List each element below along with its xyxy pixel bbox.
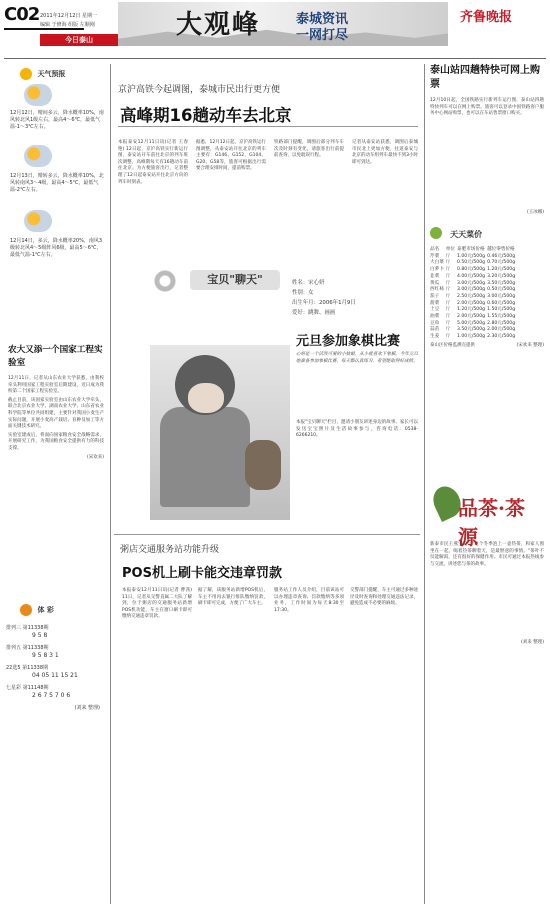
rail-column-3: 铁路部门提醒，调图后部分列车车次及时刻有变化，请旅客出行前提前查询，以免耽误行程。 xyxy=(274,140,344,159)
price-byline: (宋欢来 整理) xyxy=(516,342,544,348)
flower-icon xyxy=(148,264,182,298)
sports-byline: (刘来 整理) xyxy=(74,705,100,711)
pos-column-2: 据了解，该服务站新增POS机后，车主不用再去银行排队缴纳罚款，刷卡即可完成，方便了广大车主。 xyxy=(198,588,268,607)
weather-day-1: 12月12日，晴间多云，降水概率10%，南风转北风1级左右，最高4～6℃，最低气温-1～3℃左右。 xyxy=(10,110,104,130)
farm-story-paragraph: 实验室建成后，将面向国家粮食安全战略需求，开展研究工作，为我国粮食安全提供有力的科技支撑。 xyxy=(8,432,104,451)
farm-story-title: 农大又添一个国家工程实验室 xyxy=(8,345,103,368)
pos-headline: POS机上刷卡能交违章罚款 xyxy=(122,566,282,581)
banner-graphic xyxy=(118,2,448,46)
price-section xyxy=(430,222,544,349)
editor-line: 编辑 于修海 组版 左顺刚 xyxy=(40,22,95,28)
shopping-byline: (王冰娜) xyxy=(526,210,544,215)
lottery-icon xyxy=(20,604,32,616)
baby-chat-label: 宝贝"聊天" xyxy=(190,270,280,290)
price-title: 天天菜价 xyxy=(450,230,483,239)
child-body xyxy=(160,407,250,507)
lottery-row: 排列五 第11338期 9 5 8 3 1 xyxy=(6,645,59,659)
baby-info-line: 爱好：跳舞、画画 xyxy=(292,310,336,316)
column-divider xyxy=(110,64,111,904)
date-line: 2011年12月12日 星期一 xyxy=(40,13,98,19)
farm-story-paragraph: 截止目前，该国家实验室由山东农业大学牵头，联合北京农业大学、湖南农业大学、山东省农业科学院等单位共同组建，主要针对我国小麦生产实际问题，开展小麦高产栽培、育种及加工等方面关键技术研究。 xyxy=(8,397,104,430)
baby-info-line: 性别：女 xyxy=(292,290,314,296)
header-rule xyxy=(4,58,546,59)
vegetable-icon xyxy=(430,227,442,239)
teddy-bear xyxy=(245,440,281,490)
column-divider xyxy=(424,64,425,904)
weather-day-3: 12月14日，多云，降水概率20%，南风3级转北风4～5级阵风6级，最高5～6℃，最低气温-1℃左右。 xyxy=(10,238,103,258)
rail-headline: 高峰期16趟动车去北京 xyxy=(120,106,292,125)
weather-title: 天气预报 xyxy=(20,68,106,80)
baby-chat-badge xyxy=(140,262,280,300)
partly-cloudy-icon xyxy=(24,84,52,106)
banner-main-text: 大观峰 xyxy=(176,10,261,40)
weather-day-2: 12月13日，晴转多云，降水概率10%，北风转南风3～4级，最高4～5℃，最低气温-2℃左右。 xyxy=(10,173,104,193)
weather-sun-icon xyxy=(20,68,32,80)
price-table xyxy=(430,247,517,341)
baby-info xyxy=(292,278,356,318)
rail-column-1: 本报泰安12月11日讯(记者 王春艳) 12日起，京沪高铁实行新运行图，泰安站开车前往北京的列车班次调整，高峰期每天有16趟动车前往北京。为方便旅客出行，记者整理了12日起泰安站开往北京方向的列车时刻表。 xyxy=(118,140,188,185)
sports-lottery xyxy=(6,604,106,712)
table-row: 茄子 斤 2.50元/500g 3.00元/500g xyxy=(430,293,516,299)
tea-graphic-text: 品茶·茶源 xyxy=(458,496,525,549)
table-row: 韭菜 斤 4.00元/500g 3.20元/500g xyxy=(430,273,516,279)
headline-rule xyxy=(118,126,418,127)
weather-section xyxy=(6,66,106,259)
section-rule xyxy=(114,534,420,535)
section-tag: 今日泰山 xyxy=(40,34,118,46)
table-row: 大白菜 斤 0.50元/500g 0.70元/500g xyxy=(430,260,516,266)
rail-subtitle: 京沪高铁今起调图，泰城市民出行更方便 xyxy=(118,85,281,95)
tea-text: 新泰市民王燕生说："这个冬季泡上一壶热茶，和家人围坐在一起，喝着热茶聊着天，是最惬意的事情。"茶叶不仅能解渴，还有很好的保健作用。市民可通过本报热线参与交流，讲述您与茶的故事。 xyxy=(430,542,544,567)
baby-story-text: 心妍是一个活泼可爱的小姑娘，从小就喜欢下象棋。今年元旦她准备参加象棋比赛，每天都认真练习，希望能取得好成绩。 xyxy=(296,352,418,364)
table-row: 芹菜 斤 1.00元/500g 0.46元/500g xyxy=(430,253,516,259)
table-row: 西红柿 斤 3.00元/500g 0.50元/500g xyxy=(430,287,516,293)
cloudy-icon xyxy=(24,210,52,232)
baby-info-line: 姓名：宋心妍 xyxy=(292,280,325,286)
mountain-silhouette xyxy=(118,28,448,46)
pos-subtitle: 粥店交通服务站功能升级 xyxy=(120,545,220,555)
shopping-title: 泰山站四趟特快可网上购票 xyxy=(430,65,540,90)
pos-column-1: 本报泰安12月11日讯(记者 曹茜) 11日，记者从交警直属二大队了解到，位于粥店的交通服务站新增POS机功能，车主在窗口刷卡即可缴纳交通违章罚款。 xyxy=(122,588,192,620)
partly-cloudy-icon xyxy=(24,145,52,167)
farm-story xyxy=(8,344,104,461)
rail-column-4: 记者从泰安站获悉，调图后泰城市民北上更加方便，往返泰安与北京的动车组列车最快不到3小时即可到达。 xyxy=(352,140,418,165)
page-header xyxy=(0,0,550,62)
page-number-underline xyxy=(4,28,84,30)
child-face xyxy=(188,383,224,413)
pos-column-3: 服务站工作人员介绍，目前该站可以办理违章查询、罚款缴纳等多项业务，工作时间为每天8:30至17:30。 xyxy=(274,588,344,613)
shopping-text: 12月10日起，全国铁路实行新列车运行图，泰山站四趟特快列车可以在网上购票。旅客可以登录中国铁路客户服务中心网站购票，也可以在车站售票窗口购买。 xyxy=(430,98,544,117)
baby-chat-intro: 本报"宝贝聊天"栏目，邀请小朋友讲述身边的故事。家长可以发送宝宝照片及生活故事参与，咨询电话：0538-6266210。 xyxy=(296,420,418,439)
table-row: 白萝卜 斤 0.80元/500g 1.20元/500g xyxy=(430,267,516,273)
table-row: 生姜 斤 1.00元/500g 2.30元/500g xyxy=(430,334,516,340)
child-photo xyxy=(150,345,290,520)
farm-story-paragraph: 12月11日，记者从山东农业大学获悉，由我校牵头利用国家工程实验室后期建设，近日成为我校第二个国家工程实验室。 xyxy=(8,376,104,395)
newspaper-masthead: 齐鲁晚报 xyxy=(460,10,513,25)
table-row: 菠菜 斤 2.00元/500g 0.60元/500g xyxy=(430,300,516,306)
table-row: 豆角 斤 5.00元/500g 2.80元/500g xyxy=(430,320,516,326)
page-number: C02 xyxy=(4,4,40,25)
price-note: 泰山区价格监测点提供 xyxy=(430,342,475,348)
tea-graphic xyxy=(430,484,542,549)
sports-title: 体 彩 xyxy=(20,604,106,616)
price-header-row: 品名 单位 泰肥市场价格 越位零售价格 xyxy=(430,247,515,252)
baby-info-line: 出生年月：2006年1月9日 xyxy=(292,300,356,306)
table-row: 蒜苗 斤 3.50元/500g 2.00元/500g xyxy=(430,327,516,333)
tea-byline: (刘来 整理) xyxy=(521,640,544,645)
table-row: 土豆 斤 1.20元/500g 1.50元/500g xyxy=(430,307,516,313)
table-row: 油菜 斤 2.00元/500g 1.55元/500g xyxy=(430,314,516,320)
baby-story-title: 元旦参加象棋比赛 xyxy=(296,334,401,349)
banner-sub-text-2: 一网打尽 xyxy=(296,28,349,43)
lottery-row: 排列三 第11338期 9 5 8 xyxy=(6,625,49,639)
pos-column-4: 交警部门提醒，车主可通过多种途径及时查询和处理交通违法记录，避免造成不必要的麻烦。 xyxy=(350,588,418,607)
rail-column-2: 据悉，12月12日起，京沪高铁运行图调整，从泰安站开往北京的列车主要有：G146、G152、G104、G20、G58等，旅客可根据出行需要合理安排时间，提前购票。 xyxy=(196,140,266,172)
banner-sub-text-1: 泰城资讯 xyxy=(296,12,349,27)
lottery-row: 七星彩 第11148期 2 6 7 5 7 0 6 xyxy=(6,685,71,699)
farm-story-byline: (宋欢来) xyxy=(86,454,104,460)
lottery-row: 22选5 第11338期 04 05 11 15 21 xyxy=(6,665,78,679)
table-row: 黄瓜 斤 3.00元/500g 3.50元/500g xyxy=(430,280,516,286)
